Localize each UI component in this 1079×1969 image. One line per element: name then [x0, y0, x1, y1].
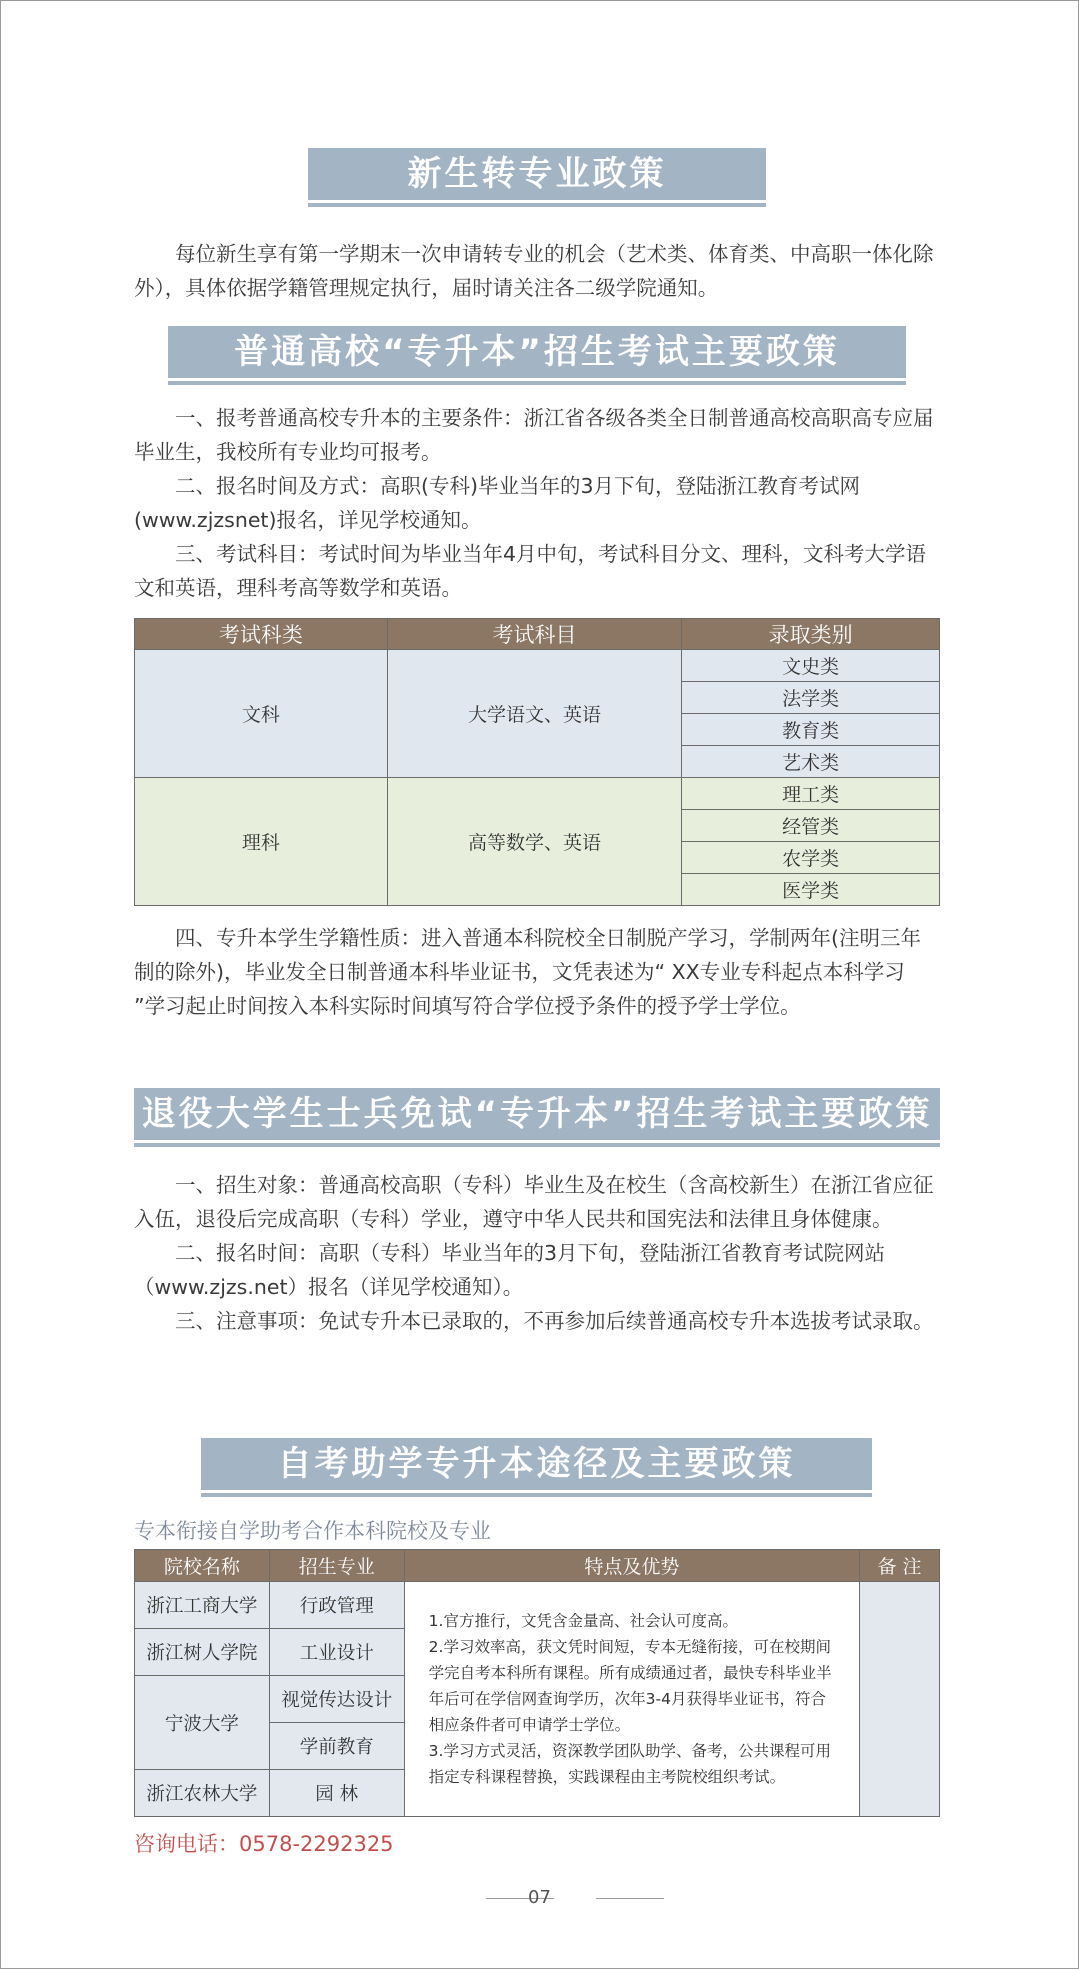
- major-cell: 学前教育: [269, 1723, 404, 1770]
- exam-subject-table: [134, 618, 940, 906]
- student-status-paragraph: [134, 921, 940, 1023]
- admission-type-cell: 法学类: [682, 682, 940, 714]
- features-cell: [404, 1582, 859, 1817]
- major-cell: 园 林: [269, 1770, 404, 1817]
- footer-line-right: [596, 1898, 664, 1899]
- table-header-row: [135, 1550, 940, 1582]
- remarks-cell: [860, 1582, 940, 1817]
- school-cell: 宁波大学: [135, 1676, 270, 1770]
- title-underline: [134, 1143, 940, 1147]
- column-header: 考试科目: [387, 619, 682, 650]
- paragraph-text: 三、注意事项：免试专升本已录取的，不再参加后续普通高校专升本选拔考试录取。: [175, 1309, 934, 1333]
- title-underline: [308, 203, 766, 207]
- admission-type-cell: 教育类: [682, 714, 940, 746]
- table-row: [135, 778, 940, 810]
- category-cell: 理科: [135, 778, 388, 906]
- paragraph-text: 三、考试科目：考试时间为毕业当年4月中旬，考试科目分文、理科，文科考大学语文和英语，理科考高等数学和英语。: [134, 542, 927, 600]
- title-underline: [168, 381, 906, 385]
- table-row: [135, 650, 940, 682]
- paragraph-text: 一、报考普通高校专升本的主要条件：浙江省各级各类全日制普通高校高职高专应届毕业生，我校所有专业均可报考。: [134, 406, 934, 464]
- page-footer: [0, 1886, 1079, 1910]
- veteran-policy-paragraphs: [134, 1168, 940, 1338]
- school-cell: 浙江工商大学: [135, 1582, 270, 1629]
- admission-type-cell: 农学类: [682, 842, 940, 874]
- table-row: [135, 1582, 940, 1629]
- feature-item: 3.学习方式灵活，资深教学团队助学、备考，公共课程可用指定专科课程替换，实践课程由主考院校组织考试。: [428, 1742, 831, 1786]
- paragraph-text: 二、报名时间及方式：高职(专科)毕业当年的3月下旬，登陆浙江教育考试网(www.zjzsnet)报名，详见学校通知。: [134, 474, 861, 532]
- upgrade-exam-paragraphs: [134, 401, 940, 605]
- table-header-row: [135, 619, 940, 650]
- title-underline: [201, 1493, 872, 1497]
- major-cell: 视觉传达设计: [269, 1676, 404, 1723]
- admission-type-cell: 文史类: [682, 650, 940, 682]
- column-header: 考试科类: [135, 619, 388, 650]
- paragraph-text: 二、报名时间：高职（专科）毕业当年的3月下旬，登陆浙江省教育考试院网站（www.zjzs.net）报名（详见学校通知）。: [134, 1241, 886, 1299]
- column-header: 招生专业: [269, 1550, 404, 1582]
- school-cell: 浙江农林大学: [135, 1770, 270, 1817]
- section-title-veteran-policy: 退役大学生士兵免试“专升本”招生考试主要政策: [134, 1088, 940, 1140]
- feature-item: 1.官方推行，文凭含金量高、社会认可度高。: [428, 1612, 738, 1630]
- subjects-cell: 高等数学、英语: [387, 778, 682, 906]
- section-title-self-study: 自考助学专升本途径及主要政策: [201, 1438, 872, 1490]
- paragraph-text: 四、专升本学生学籍性质：进入普通本科院校全日制脱产学习，学制两年(注明三年制的除外)，毕业发全日制普通本科毕业证书，文凭表述为“ XX专业专科起点本科学习 ”学习起止时间按入本科实际时间填写符合学位授予条件的授予学士学位。: [134, 926, 921, 1018]
- major-cell: 工业设计: [269, 1629, 404, 1676]
- partner-school-table: [134, 1549, 940, 1817]
- column-header: 特点及优势: [404, 1550, 859, 1582]
- section-title-transfer-major: 新生转专业政策: [308, 148, 766, 200]
- category-cell: 文科: [135, 650, 388, 778]
- transfer-major-paragraph: [134, 237, 940, 305]
- column-header: 院校名称: [135, 1550, 270, 1582]
- consult-phone: 咨询电话：0578-2292325: [134, 1832, 394, 1856]
- major-cell: 行政管理: [269, 1582, 404, 1629]
- feature-item: 2.学习效率高，获文凭时间短，专本无缝衔接，可在校期间学完自考本科所有课程。所有成绩通过者，最快专科毕业半年后可在学信网查询学历，次年3-4月获得毕业证书，符合相应条件者可申请学士学位。: [428, 1638, 832, 1734]
- section-title-upgrade-exam: 普通高校“专升本”招生考试主要政策: [168, 326, 906, 378]
- admission-type-cell: 理工类: [682, 778, 940, 810]
- table-caption: 专本衔接自学助考合作本科院校及专业: [134, 1519, 491, 1543]
- paragraph-text: 一、招生对象：普通高校高职（专科）毕业生及在校生（含高校新生）在浙江省应征入伍，退役后完成高职（专科）学业，遵守中华人民共和国宪法和法律且身体健康。: [134, 1173, 934, 1231]
- subjects-cell: 大学语文、英语: [387, 650, 682, 778]
- school-cell: 浙江树人学院: [135, 1629, 270, 1676]
- column-header: 备 注: [860, 1550, 940, 1582]
- admission-type-cell: 经管类: [682, 810, 940, 842]
- paragraph-text: 每位新生享有第一学期末一次申请转专业的机会（艺术类、体育类、中高职一体化除外），具体依据学籍管理规定执行，届时请关注各二级学院通知。: [134, 242, 934, 300]
- admission-type-cell: 医学类: [682, 874, 940, 906]
- admission-type-cell: 艺术类: [682, 746, 940, 778]
- column-header: 录取类别: [682, 619, 940, 650]
- page-number: 07: [528, 1887, 551, 1908]
